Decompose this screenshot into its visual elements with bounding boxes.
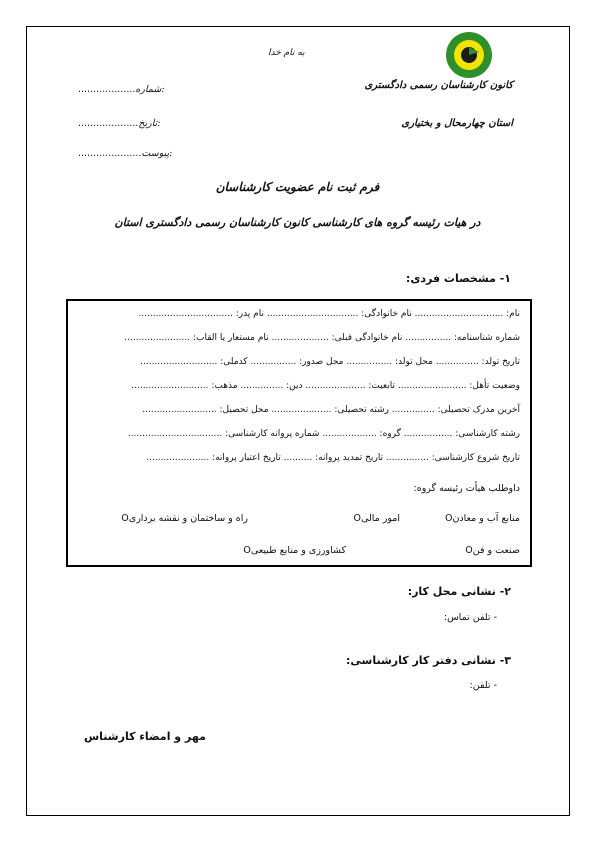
info-line-education: آخرین مدرک تحصیلی: ............... رشته تحصیلی: ..................... محل تحصیل: .......................... [142, 405, 520, 415]
personal-info-box [66, 299, 532, 567]
form-subtitle: در هیات رئیسه گروه های کارشناسی کانون کارشناسان رسمی دادگستری استان [114, 216, 481, 229]
info-line-marital: وضعیت تأهل: ........................ تابعیت: ..................... دین: ............... مذهب: ........................... [131, 381, 520, 391]
section2-heading: ۲- نشانی محل کار: [407, 585, 511, 598]
date-field [78, 118, 161, 129]
attachment-dots: ..................... [78, 148, 142, 159]
option-financial[interactable]: امور مالیO [353, 513, 400, 524]
number-dots: ................... [78, 84, 136, 95]
province-name: استان چهارمحال و بختیاری [401, 118, 513, 129]
option-industry[interactable]: صنعت و فنO [465, 545, 520, 556]
info-line-name: نام: ............................... نام خانوادگی: ................................ نام پدر: ................................. [138, 309, 520, 319]
form-title: فرم ثبت نام عضویت کارشناسان [215, 180, 380, 194]
work-phone-item: - تلفن تماس: [443, 612, 497, 623]
section3-heading: ۳- نشانی دفتر کار کارشناسی: [346, 654, 511, 667]
info-line-expertise: رشته کارشناسی: ................. گروه: ................... شماره پروانه کارشناسی: ................................. [127, 429, 520, 439]
attachment-label: پیوست: [141, 148, 173, 159]
number-label: شماره: [135, 84, 165, 95]
section1-heading: ۱- مشخصات فردی: [405, 272, 511, 285]
date-dots: .................... [78, 118, 139, 129]
option-civil-survey[interactable]: راه و ساختمان و نقشه برداریO [121, 513, 248, 524]
info-line-birth: تاریخ تولد: ............... محل تولد: ................ محل صدور: ................ کدملی: ........................... [140, 357, 520, 367]
office-phone-item: - تلفن: [469, 680, 497, 691]
signature-label: مهر و امضاء کارشناس [84, 730, 206, 743]
organization-emblem-icon [444, 30, 494, 80]
option-water-mining[interactable]: منابع آب و معادنO [444, 513, 520, 524]
bismillah: به نام خدا [268, 48, 305, 58]
date-label: تاریخ: [138, 118, 161, 129]
option-agriculture[interactable]: کشاورزی و منابع طبیعیO [243, 545, 346, 556]
candidate-label: داوطلب هیأت رئیسه گروه: [413, 483, 520, 494]
number-field [78, 84, 165, 95]
info-line-license: تاریخ شروع کارشناسی: ............... تاریخ تمدید پروانه: .......... تاریخ اعتبار پروانه: ...................... [146, 453, 520, 463]
info-line-id: شماره شناسنامه: ................ نام خانوادگی قبلی: .................... نام مستعار یا القاب: ....................... [124, 333, 520, 343]
attachment-field [78, 148, 172, 159]
org-name: کانون کارشناسان رسمی دادگستری [364, 80, 513, 91]
